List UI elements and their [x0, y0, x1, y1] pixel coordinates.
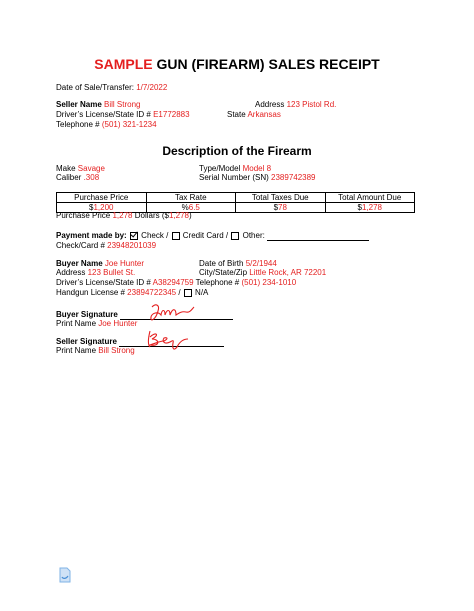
cell-prefix: $ [89, 203, 94, 212]
seller-print-label: Print Name [56, 346, 99, 355]
check-card-label: Check/Card # [56, 241, 108, 250]
cell-value: 6.5 [188, 203, 200, 212]
caliber-label: Caliber [56, 173, 84, 182]
buyer-phone-label: Telephone # [193, 278, 242, 287]
payment-credit-label: Credit Card / [182, 231, 229, 240]
type-value: Model 8 [242, 164, 272, 173]
buyer-license-line [56, 278, 296, 288]
buyer-handgun-line [56, 288, 208, 298]
document-icon [58, 567, 72, 583]
seller-address-value: 123 Pistol Rd. [286, 100, 337, 109]
price-table [56, 192, 415, 213]
header-total-taxes: Total Taxes Due [236, 193, 326, 203]
seller-name-line [56, 100, 141, 110]
cell-total-amount [325, 203, 415, 213]
payment-other-field[interactable] [267, 232, 369, 241]
buyer-address-label: Address [56, 268, 88, 277]
cell-value: 1,278 [361, 203, 382, 212]
buyer-print-line [56, 319, 137, 329]
seller-phone-value: (501) 321-1234 [101, 120, 157, 129]
seller-signature-label: Seller Signature [56, 337, 117, 346]
cell-prefix: $ [273, 203, 279, 212]
seller-signature-scrawl [144, 327, 194, 353]
seller-print-value: Bill Strong [98, 346, 135, 355]
purchase-price-words-line [56, 211, 192, 221]
buyer-signature-label: Buyer Signature [56, 310, 118, 319]
buyer-city-label: City/State/Zip [199, 268, 250, 277]
seller-state-value: Arkansas [247, 110, 281, 119]
seller-name-label: Seller Name [56, 100, 102, 109]
seller-phone-line [56, 120, 157, 130]
make-value: Savage [77, 164, 105, 173]
payment-label: Payment made by: [56, 231, 127, 240]
purchase-price-words-label: Purchase Price [56, 211, 113, 220]
purchase-price-words-value: 1,278 [112, 211, 133, 220]
check-card-value: 23948201039 [107, 241, 157, 250]
type-label: Type/Model [199, 164, 243, 173]
buyer-license-value: A38294759 [152, 278, 194, 287]
buyer-signature-scrawl [146, 301, 202, 327]
header-tax-rate: Tax Rate [146, 193, 236, 203]
buyer-handgun-na: N/A [195, 288, 209, 297]
sale-date-value: 1/7/2022 [136, 83, 168, 92]
firearm-section-title: Description of the Firearm [162, 144, 312, 158]
payment-check-label: Check / [141, 231, 169, 240]
seller-print-line [56, 346, 135, 356]
buyer-name-value: Joe Hunter [102, 259, 145, 268]
payment-line [56, 231, 369, 241]
buyer-address-line [56, 268, 135, 278]
buyer-handgun-sep: / [176, 288, 181, 297]
buyer-phone-value: (501) 234-1010 [241, 278, 297, 287]
seller-license-line [56, 110, 190, 120]
buyer-name-label: Buyer Name [56, 259, 103, 268]
seller-name-value: Bill Strong [101, 100, 141, 109]
cell-prefix: $ [357, 203, 362, 212]
checkbox-empty-icon[interactable] [172, 232, 180, 240]
seller-state-label: State [227, 110, 248, 119]
title-sample: SAMPLE [94, 56, 153, 72]
buyer-print-label: Print Name [56, 319, 99, 328]
caliber-line [56, 173, 99, 183]
seller-state-line [227, 110, 281, 120]
caliber-value: .308 [83, 173, 100, 182]
cell-prefix: % [181, 203, 189, 212]
buyer-license-label: Driver’s License/State ID # [56, 278, 153, 287]
serial-label: Serial Number (SN) [199, 173, 272, 182]
buyer-dob-label: Date of Birth [199, 259, 246, 268]
buyer-city-line [199, 268, 326, 278]
cell-total-taxes [236, 203, 326, 213]
purchase-price-words-middle: Dollars ($ [132, 211, 169, 220]
buyer-handgun-label: Handgun License # [56, 288, 128, 297]
serial-value: 2389742389 [271, 173, 316, 182]
buyer-print-value: Joe Hunter [98, 319, 138, 328]
seller-address-label: Address [255, 100, 287, 109]
checkbox-empty-icon[interactable] [184, 289, 192, 297]
buyer-address-value: 123 Bullet St. [87, 268, 136, 277]
cell-value: 78 [278, 203, 287, 212]
header-total-amount: Total Amount Due [325, 193, 415, 203]
make-label: Make [56, 164, 78, 173]
seller-license-value: E1772883 [153, 110, 190, 119]
page-title [0, 55, 474, 73]
check-card-line [56, 241, 156, 251]
header-purchase-price: Purchase Price [57, 193, 147, 203]
sale-date-line [56, 83, 167, 93]
buyer-handgun-value: 23894722345 [127, 288, 177, 297]
buyer-city-value: Little Rock, AR 72201 [249, 268, 327, 277]
cell-value: 1,200 [93, 203, 114, 212]
seller-address-line [255, 100, 336, 110]
purchase-price-words-value2: 1,278 [168, 211, 189, 220]
checkbox-checked-icon[interactable] [130, 232, 138, 240]
serial-line [199, 173, 316, 183]
payment-other-label: Other: [242, 231, 265, 240]
sale-date-label: Date of Sale/Transfer: [56, 83, 137, 92]
title-rest: GUN (FIREARM) SALES RECEIPT [152, 56, 380, 72]
seller-phone-label: Telephone # [56, 120, 102, 129]
price-table-header-row [57, 193, 415, 203]
buyer-dob-value: 5/2/1944 [245, 259, 277, 268]
checkbox-empty-icon[interactable] [231, 232, 239, 240]
purchase-price-words-end: ) [188, 211, 192, 220]
seller-license-label: Driver’s License/State ID # [56, 110, 154, 119]
